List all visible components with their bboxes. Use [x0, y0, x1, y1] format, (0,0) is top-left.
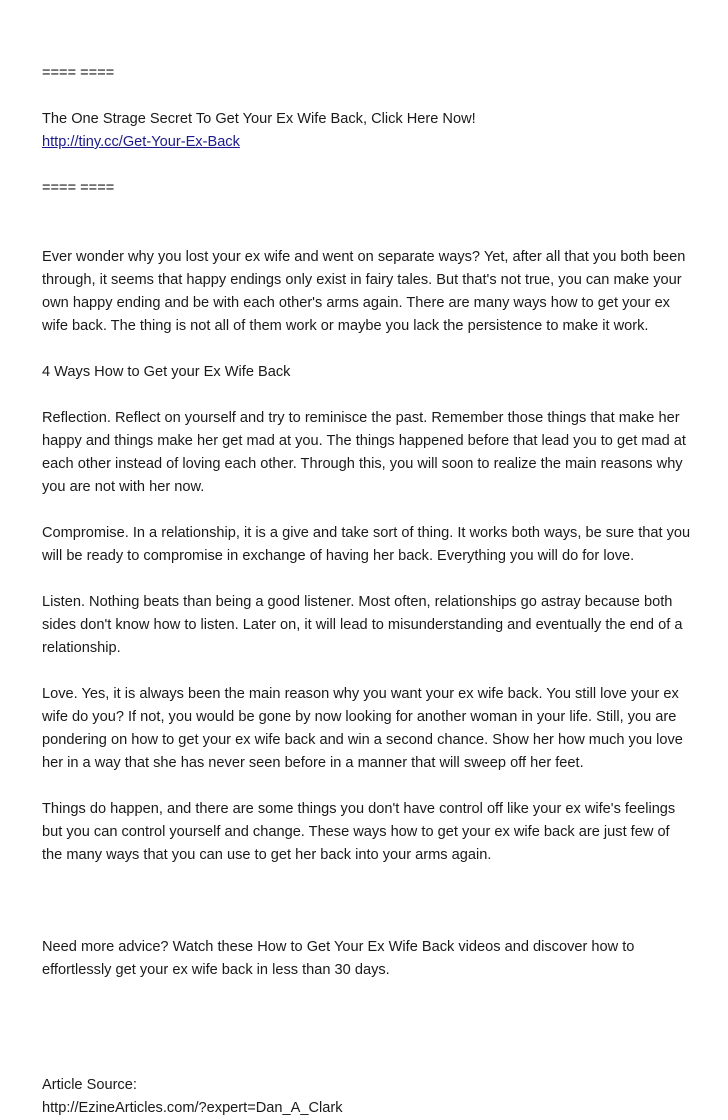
reflection-paragraph: Reflection. Reflect on yourself and try to reminisce the past. Remember those things that make her happy and things make her get mad at you. The things happened before that lead you to get mad at each other instead of loving each other. Through this, you will soon to realize the main reasons why you are not with her now. [42, 410, 686, 495]
spacer [42, 499, 692, 522]
spacer [42, 775, 692, 798]
spacer [42, 1051, 692, 1074]
article-source-url: http://EzineArticles.com/?expert=Dan_A_Clark [42, 1100, 343, 1116]
love-paragraph: Love. Yes, it is always been the main reason why you want your ex wife back. You still love your ex wife do you? If not, you would be gone by now looking for another woman in your life. Still, you are pondering on how to get your ex wife back and win a second chance. Show her how much you love her in a way that she has never seen before in a manner that will sweep off her feet. [42, 686, 683, 771]
compromise-paragraph: Compromise. In a relationship, it is a give and take sort of thing. It works both ways, be sure that you will be ready to compromise in exchange of having her back. Everything you will do for love. [42, 525, 691, 564]
spacer [42, 223, 692, 246]
promo-link[interactable]: http://tiny.cc/Get-Your-Ex-Back [42, 134, 240, 150]
spacer [42, 85, 692, 108]
spacer [42, 890, 692, 913]
listen-paragraph: Listen. Nothing beats than being a good listener. Most often, relationships go astray because both sides don't know how to listen. Later on, it will lead to misunderstanding and eventually the end of a relationship. [42, 594, 683, 656]
promo-title: The One Strage Secret To Get Your Ex Wife Back, Click Here Now! [42, 111, 476, 127]
spacer [42, 660, 692, 683]
spacer [42, 568, 692, 591]
intro-paragraph: Ever wonder why you lost your ex wife and went on separate ways? Yet, after all that you both been through, it seems that happy endings only exist in fairy tales. But that's not true, you can make your own happy ending and be with each other's arms again. There are many ways how to get your ex wife back. The thing is not all of them work or maybe you lack the persistence to make it work. [42, 249, 686, 334]
separator-top: ==== ==== [42, 65, 115, 81]
spacer [42, 1005, 692, 1028]
advice-paragraph: Need more advice? Watch these How to Get Your Ex Wife Back videos and discover how to effortlessly get your ex wife back in less than 30 days. [42, 939, 635, 978]
section-heading: 4 Ways How to Get your Ex Wife Back [42, 364, 291, 380]
conclusion-paragraph: Things do happen, and there are some things you don't have control off like your ex wife's feelings but you can control yourself and change. These ways how to get your ex wife back are just few of the many ways that you can use to get her back into your arms again. [42, 801, 676, 863]
spacer [42, 982, 692, 1005]
article-source-label: Article Source: [42, 1077, 137, 1093]
document-page [42, 62, 692, 1120]
spacer [42, 913, 692, 936]
spacer [42, 154, 692, 177]
spacer [42, 867, 692, 890]
spacer [42, 384, 692, 407]
spacer [42, 200, 692, 223]
separator-bottom: ==== ==== [42, 180, 115, 196]
spacer [42, 1028, 692, 1051]
spacer [42, 338, 692, 361]
